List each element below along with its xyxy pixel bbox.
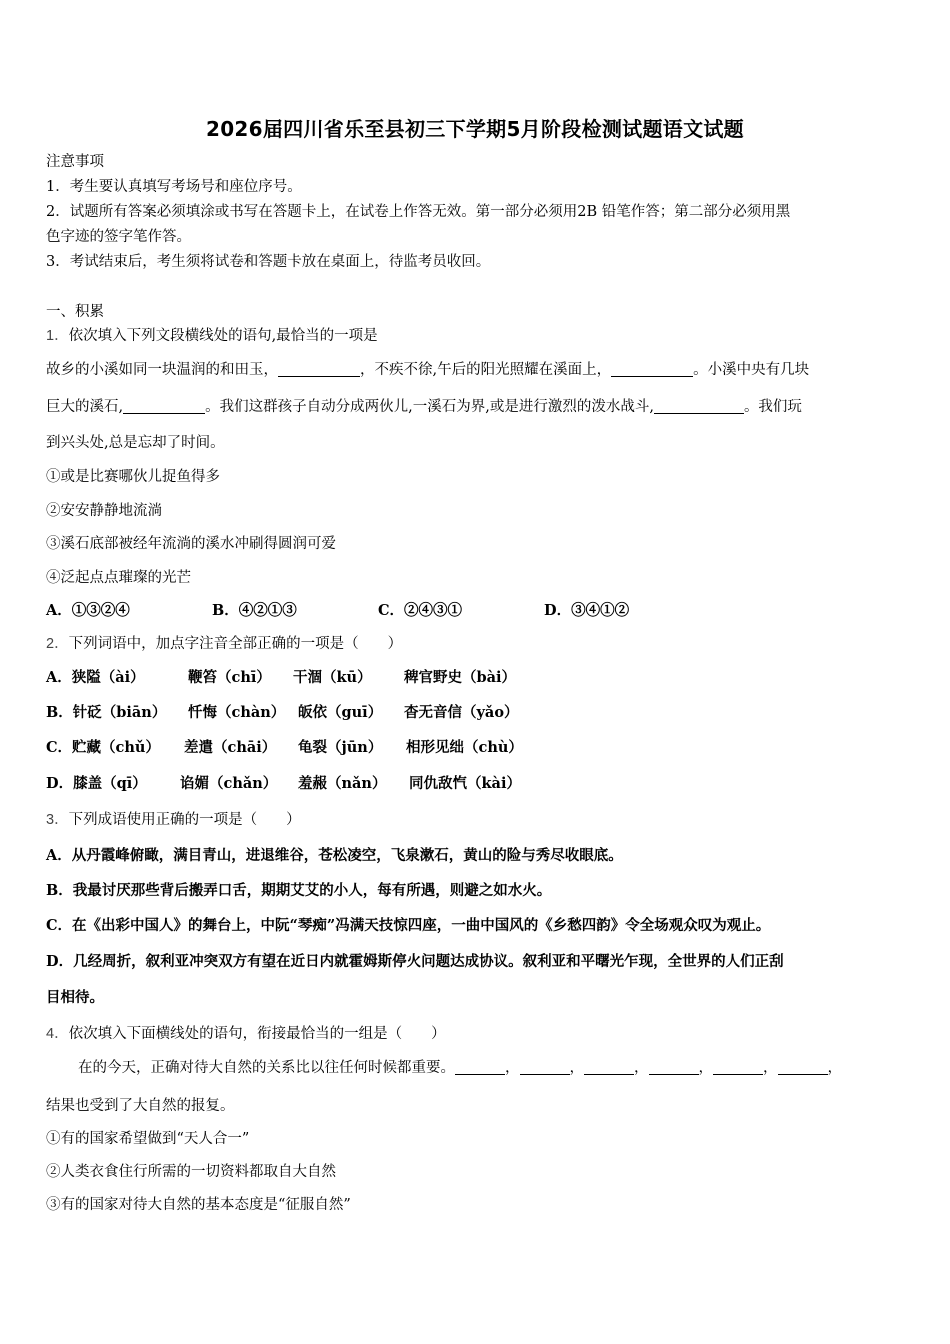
q4-separator: ， bbox=[763, 1060, 778, 1076]
q4-passage-text: 在的今天，正确对待大自然的关系比以往任何时候都重要。 bbox=[78, 1060, 455, 1076]
section-heading: 一、积累 bbox=[46, 304, 104, 320]
q1-option-d: D．③④①② bbox=[544, 602, 630, 619]
q3-option-c: C．在《出彩中国人》的舞台上，中阮“琴痴”冯满天技惊四座，一曲中国风的《乡愁四韵》令全场观众叹为观止。 bbox=[46, 917, 771, 934]
q4-separator: ， bbox=[698, 1060, 713, 1076]
q3-number: 3． bbox=[46, 812, 69, 828]
q2-number: 2． bbox=[46, 636, 69, 652]
q4-blank-5 bbox=[713, 1060, 763, 1075]
q4-blank-2 bbox=[520, 1060, 570, 1075]
q4-passage-line-1 bbox=[78, 1058, 842, 1078]
notice-item-2a: 2．试题所有答案必须填涂或书写在答题卡上，在试卷上作答无效。第一部分必须用2B 铅笔作答；第二部分必须用黑 bbox=[46, 204, 791, 220]
q1-choice-3: ③溪石底部被经年流淌的溪水冲刷得圆润可爱 bbox=[46, 536, 336, 552]
q1-blank-2 bbox=[611, 362, 693, 377]
q4-passage-line-2: 结果也受到了大自然的报复。 bbox=[46, 1098, 235, 1114]
q1-passage-text: ，不疾不徐,午后的阳光照耀在溪面上， bbox=[360, 362, 612, 378]
q2-option-word: 差遣（chāi） bbox=[184, 739, 277, 756]
q2-option-word: 皈依（guī） bbox=[298, 704, 383, 721]
q3-stem-text: 下列成语使用正确的一项是（ ） bbox=[68, 812, 301, 828]
q4-separator: ， bbox=[827, 1060, 842, 1076]
q1-passage-line-1 bbox=[46, 360, 809, 380]
q4-separator: ， bbox=[505, 1060, 520, 1076]
q2-option-word: 忏悔（chàn） bbox=[188, 704, 286, 721]
q1-passage-line-3: 到兴头处,总是忘却了时间。 bbox=[46, 435, 225, 451]
q2-stem-text: 下列词语中，加点字注音全部正确的一项是（ ） bbox=[68, 636, 403, 652]
q4-blank-3 bbox=[584, 1060, 634, 1075]
q1-number: 1． bbox=[46, 328, 69, 344]
q1-blank-1 bbox=[278, 362, 360, 377]
q2-option-word: 谄媚（chǎn） bbox=[180, 775, 278, 792]
q2-stem bbox=[46, 634, 402, 654]
q4-number: 4． bbox=[46, 1026, 69, 1042]
q1-passage-line-2 bbox=[46, 397, 802, 417]
q2-option-d bbox=[46, 774, 521, 794]
q2-option-word: 龟裂（jūn） bbox=[298, 739, 383, 756]
q2-option-word: 同仇敌忾（kài） bbox=[409, 775, 521, 792]
q1-stem bbox=[46, 326, 378, 346]
q1-passage-text: 。我们这群孩子自动分成两伙儿,一溪石为界,或是进行激烈的泼水战斗, bbox=[205, 399, 654, 415]
q2-option-a bbox=[46, 668, 516, 688]
q3-stem bbox=[46, 810, 301, 830]
q1-stem-text: 依次填入下列文段横线处的语句,最恰当的一项是 bbox=[68, 328, 378, 344]
q2-option-word: 杳无音信（yǎo） bbox=[404, 704, 519, 721]
q4-choice-3: ③有的国家对待大自然的基本态度是“征服自然” bbox=[46, 1197, 351, 1213]
q1-blank-3 bbox=[123, 399, 205, 414]
q1-option-b: B．④②①③ bbox=[212, 602, 297, 619]
q1-blank-4 bbox=[654, 399, 744, 414]
q1-option-a: A．①③②④ bbox=[46, 602, 130, 619]
q2-option-word: B．针砭（biān） bbox=[46, 704, 167, 721]
q4-blank-1 bbox=[455, 1060, 505, 1075]
q1-choice-4: ④泛起点点璀璨的光芒 bbox=[46, 570, 191, 586]
q4-blank-4 bbox=[649, 1060, 699, 1075]
q2-option-word: D．膝盖（qī） bbox=[46, 775, 147, 792]
q4-blank-6 bbox=[778, 1060, 828, 1075]
q1-choice-1: ①或是比赛哪伙儿捉鱼得多 bbox=[46, 469, 220, 485]
notice-item-1: 1．考生要认真填写考场号和座位序号。 bbox=[46, 179, 302, 195]
q4-separator: ， bbox=[569, 1060, 584, 1076]
q4-stem-text: 依次填入下面横线处的语句，衔接最恰当的一组是（ ） bbox=[68, 1026, 446, 1042]
exam-title: 2026届四川省乐至县初三下学期5月阶段检测试题语文试题 bbox=[206, 117, 744, 141]
q3-option-a: A．从丹霞峰俯瞰，满目青山，进退维谷，苍松凌空，飞泉漱石，黄山的险与秀尽收眼底。 bbox=[46, 847, 623, 864]
q2-option-word: 干涸（kū） bbox=[293, 669, 372, 686]
q4-choice-2: ②人类衣食住行所需的一切资料都取自大自然 bbox=[46, 1164, 336, 1180]
q1-passage-text: 故乡的小溪如同一块温润的和田玉， bbox=[46, 362, 278, 378]
q2-option-word: 相形见绌（chù） bbox=[406, 739, 523, 756]
q3-option-d-line-2: 目相待。 bbox=[46, 989, 104, 1006]
q1-options bbox=[46, 601, 629, 621]
q4-choice-1: ①有的国家希望做到“天人合一” bbox=[46, 1131, 250, 1147]
q2-option-word: C．贮藏（chǔ） bbox=[46, 739, 160, 756]
q3-option-d-line-1: D．几经周折，叙利亚冲突双方有望在近日内就霍姆斯停火问题达成协议。叙利亚和平曙光乍现，全世界的人们正刮 bbox=[46, 953, 784, 970]
notice-item-3: 3．考试结束后，考生须将试卷和答题卡放在桌面上，待监考员收回。 bbox=[46, 254, 491, 270]
q4-separator: ， bbox=[634, 1060, 649, 1076]
q1-choice-2: ②安安静静地流淌 bbox=[46, 503, 162, 519]
notice-item-2b: 色字迹的签字笔作答。 bbox=[46, 229, 191, 245]
q2-option-word: 羞赧（nǎn） bbox=[298, 775, 387, 792]
q1-option-c: C．②④③① bbox=[378, 602, 463, 619]
q3-option-b: B．我最讨厌那些背后搬弄口舌，期期艾艾的小人，每有所遇，则避之如水火。 bbox=[46, 882, 552, 899]
q1-passage-text: 巨大的溪石, bbox=[46, 399, 124, 415]
notice-heading: 注意事项 bbox=[46, 154, 104, 170]
q2-option-word: 稗官野史（bài） bbox=[404, 669, 517, 686]
q2-option-c bbox=[46, 738, 523, 758]
q2-option-word: A．狭隘（ài） bbox=[46, 669, 145, 686]
q4-stem bbox=[46, 1024, 446, 1044]
q2-option-word: 鞭笞（chī） bbox=[188, 669, 271, 686]
q2-option-b bbox=[46, 703, 519, 723]
q1-passage-text: 。我们玩 bbox=[743, 399, 802, 415]
q1-passage-text: 。小溪中央有几块 bbox=[693, 362, 810, 378]
